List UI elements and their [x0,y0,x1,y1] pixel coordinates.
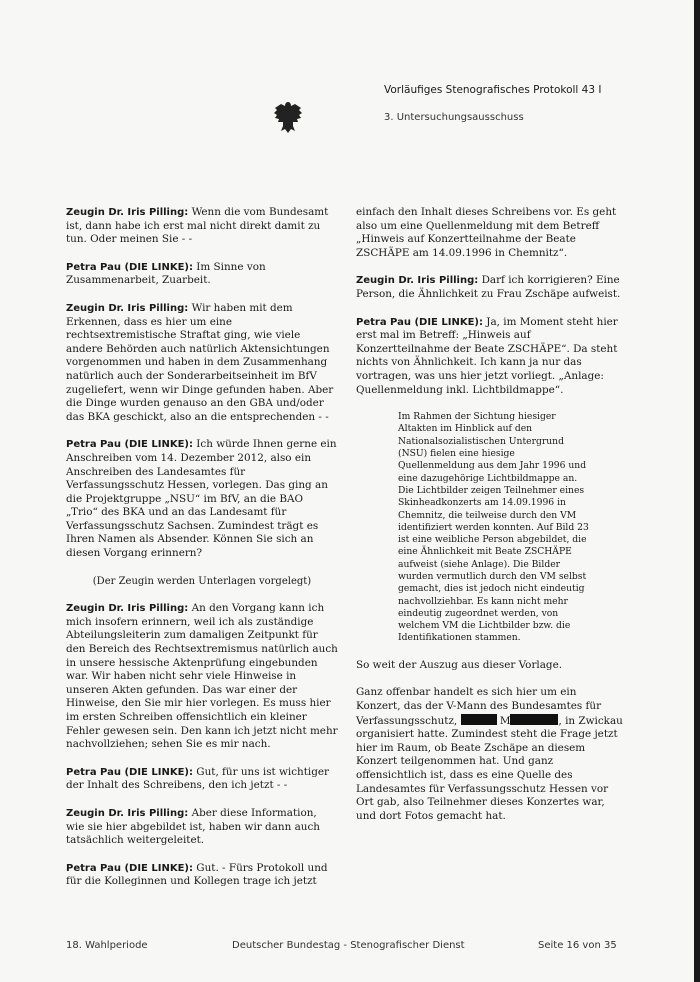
statement-text: Gut, für uns ist wichtiger der Inhalt des Schreibens, den ich jetzt - - [66,765,330,792]
closing-remark: So weit der Auszug aus dieser Vorlage. [356,658,563,671]
speaker-name: Petra Pau (DIE LINKE): [66,766,193,778]
statement-text: Wir haben mit dem Erkennen, dass es hier um eine rechtsextremistische Straftat ging, wie viele andere Behörden auch natürlich Aktensichtungen vorgenommen und haben in dem Zusammenhang natürlich auch der Sonderarbeitseinheit im BfV zugeliefert, wenn wir Dinge gefunden haben. Aber die Dinge wurden genauso an den GBA und/oder das BKA geschickt, also an die entsprechenden - - [66,301,334,423]
statement [356,316,624,398]
protocol-title: Vorläufiges Stenografisches Protokoll 43 I [384,84,602,96]
statement [66,602,338,752]
speaker-name: Zeugin Dr. Iris Pilling: [66,302,189,314]
page-edge [694,0,700,982]
statement-text: Im Sinne von Zusammenarbeit, Zuarbeit. [66,260,266,287]
speaker-name: Zeugin Dr. Iris Pilling: [66,807,189,819]
footer-institution: Deutscher Bundestag - Stenografischer Dienst [232,940,465,951]
statement [66,261,338,288]
speaker-name: Petra Pau (DIE LINKE): [66,862,193,874]
footer-period: 18. Wahlperiode [66,940,148,951]
statement [66,302,338,424]
speaker-name: Zeugin Dr. Iris Pilling: [66,603,189,615]
speaker-name: Petra Pau (DIE LINKE): [356,316,483,328]
committee-name: 3. Untersuchungsausschuss [384,112,524,123]
statement-text: Wenn die vom Bundesamt ist, dann habe ich erst mal nicht direkt damit zu tun. Oder meinen Sie - - [66,206,329,246]
speaker-name: Petra Pau (DIE LINKE): [66,439,193,451]
footer-page-number: Seite 16 von 35 [538,940,617,951]
statement [66,206,338,247]
statement-text: , in Zwickau organisiert hatte. Zumindest steht die Frage jetzt hier im Raum, ob Beate Zschäpe an diesem Konzert teilgenommen hat. Und ganz offensichtlich ist, dass es eine Quelle des Landesamtes für Verfassungsschutz Hessen vor Ort gab, also Teilnehmer dieses Konzertes war, und dort Fotos gemacht hat. [356,714,623,822]
redaction-bar [461,714,497,725]
statement-text: Darf ich korrigieren? Eine Person, die Ähnlichkeit zu Frau Zschäpe aufweist. [356,274,621,300]
statement-text: Ja, im Moment steht hier erst mal im Betreff: „Hinweis auf Konzertteilnahme der Beate ZSCHÄPE“. Da steht nichts von Ähnlichkeit. Ich kann ja nur das vortragen, was uns hier jetzt vorliegt. „Anlage: Quellenmeldung inkl. Lichtbildmappe“. [356,315,618,396]
statement-text: Aber diese Information, wie sie hier abgebildet ist, haben wir dann auch tatsächlich weitergeleitet. [66,806,320,847]
statement-text: An den Vorgang kann ich mich insofern erinnern, weil ich als zuständige Abteilungsleiterin zum damaligen Zeitpunkt für den Bereich des Rechtsextremismus natürlich auch in unsere hessische Aktenprüfung eingebunden war. Wir haben nicht sehr viele Hinweise in unseren Akten gefunden. Das war einer der Hinweise, den Sie mir hier vorlegen. Es muss hier im ersten Schreiben offensichtlich ein kleiner Fehler gewesen sein. Den kann ich jetzt nicht mehr nachvollziehen; sehen Sie es mir nach. [66,602,338,751]
statement [66,766,338,793]
right-column [356,206,624,837]
left-column [66,206,338,903]
redaction-bar [510,714,558,725]
statement [356,274,624,301]
statement [66,438,338,560]
quoted-document: Im Rahmen der Sichtung hiesiger Altakten im Hinblick auf den Nationalsozialistischen Untergrund (NSU) fielen eine hiesige Quellenmeldung aus dem Jahr 1996 und eine dazugehörige Lichtbildmappe an. Die Lichtbilder zeigen Teilnehmer eines Skinheadkonzerts am 14.09.1996 in Chemnitz, die teilweise durch den VM identifiziert werden konnten. Auf Bild 23 ist eine weibliche Person abgebildet, die eine Ähnlichkeit mit Beate ZSCHÄPE aufweist (siehe Anlage). Die Bilder wurden vermutlich durch den VM selbst gemacht, dies ist jedoch nicht eindeutig nachvollziehbar. Es kann nicht mehr eindeutig zugeordnet werden, von welchem VM die Lichtbilder bzw. die Identifikationen stammen. [398,411,589,644]
speaker-name: Zeugin Dr. Iris Pilling: [356,275,479,287]
redacted-initial: M [496,714,511,727]
statement-text: Ganz offenbar handelt es sich hier um ein Konzert, das der V-Mann des Bundesamtes für Verfassungsschutz, [356,686,602,727]
statement-text: Gut. - Fürs Protokoll und für die Kolleginnen und Kollegen trage ich jetzt [66,861,328,888]
statement-continuation: einfach den Inhalt dieses Schreibens vor. Es geht also um eine Quellenmeldung mit dem Betreff „Hinweis auf Konzertteilnahme der Beate ZSCHÄPE am 14.09.1996 in Chemnitz“. [356,206,617,259]
speaker-name: Zeugin Dr. Iris Pilling: [66,207,189,218]
federal-eagle-icon [273,100,303,134]
statement [66,862,338,889]
stage-note: (Der Zeugin werden Unterlagen vorgelegt) [92,575,312,587]
statement [66,807,338,848]
speaker-name: Petra Pau (DIE LINKE): [66,261,193,273]
statement-text: Ich würde Ihnen gerne ein Anschreiben vom 14. Dezember 2012, also ein Anschreiben des Landesamtes für Verfassungsschutz Hessen, vorlegen. Das ging an die Projektgruppe „NSU“ im BfV, an die BAO „Trio“ des BKA und an das Landesamt für Verfassungsschutz Sachsen. Zumindest trägt es Ihren Namen als Absender. Können Sie sich an diesen Vorgang erinnern? [66,438,337,560]
statement [356,686,624,823]
